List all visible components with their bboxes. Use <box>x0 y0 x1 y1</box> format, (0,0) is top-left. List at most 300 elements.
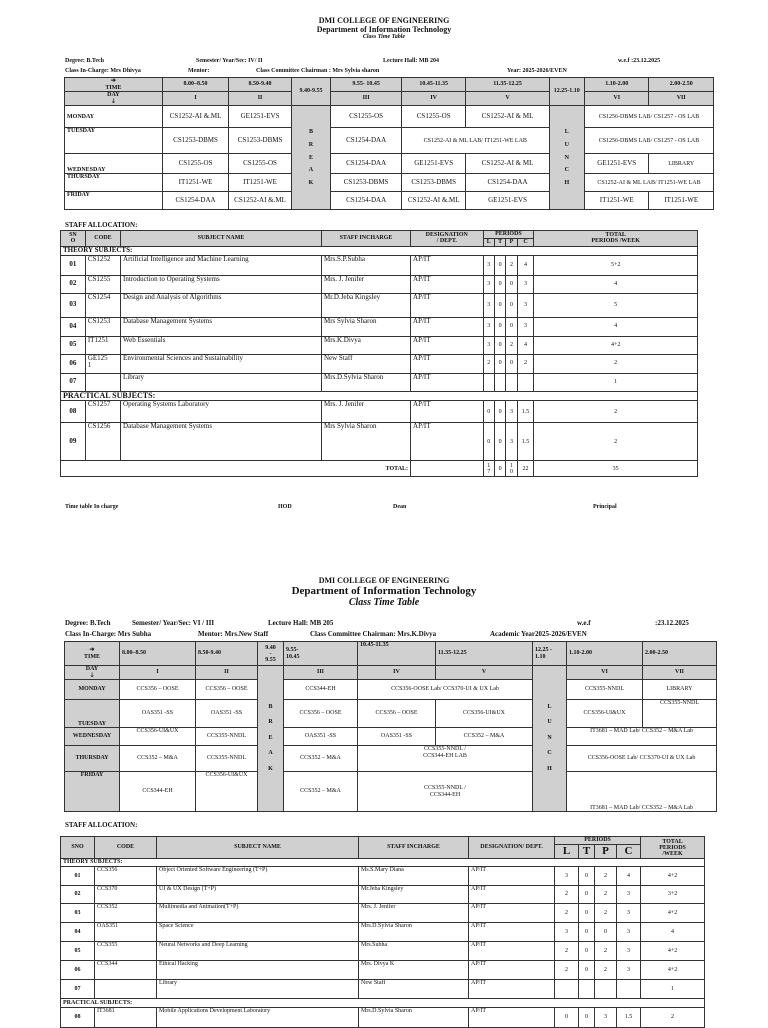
class-cell: CS1253-DBMS <box>162 128 229 154</box>
row-sno: 04 <box>61 317 86 336</box>
class-cell: CCS356 – OOSE <box>120 680 196 700</box>
class-cell: CCS352 – M&A <box>284 746 358 772</box>
col-p: P <box>595 845 617 859</box>
total-t: 0 <box>494 461 505 477</box>
slot: 2.00-2.50 <box>643 642 717 666</box>
row-staff: Mrs.K.Divya <box>321 336 410 354</box>
class-cell: CS1254-DAA <box>331 192 402 210</box>
theory-section-label: THEORY SUBJECTS: <box>61 859 705 867</box>
row-p: 3 <box>595 1008 617 1028</box>
class-cell: CCS356 – OOSE <box>284 700 358 728</box>
row-t: 0 <box>494 255 505 275</box>
class-cell: CS1255-OS <box>331 106 402 128</box>
row-total: 4+2 <box>641 867 705 886</box>
row-l: 3 <box>483 255 494 275</box>
staff-allocation-table-1 <box>60 230 698 477</box>
col-c: C <box>617 845 641 859</box>
class-cell: CCS355-NNDL <box>643 700 717 728</box>
row-p: 3 <box>506 401 517 423</box>
class-cell: CCS352 – M&A <box>120 746 196 772</box>
row-desig: AP/IT <box>469 980 555 999</box>
slot: 8.00–8.50 <box>120 642 196 666</box>
row-p: 2 <box>595 886 617 904</box>
total-p: 1 0 <box>506 461 517 477</box>
staff-row <box>61 423 698 461</box>
class-cell: CS1252-AI & ML LAB/ IT1251-WE LAB <box>401 128 549 154</box>
class-cell: CS1254-DAA <box>162 192 229 210</box>
row-l: 2 <box>555 904 579 923</box>
class-cell: IT1251-WE <box>229 174 291 192</box>
row-desig: AP/IT <box>469 923 555 942</box>
class-cell: CS1252-AI & ML LAB/ IT1251-WE LAB <box>584 174 713 192</box>
class-cell: CS1255-OS <box>401 106 465 128</box>
col-t: T <box>494 239 505 247</box>
row-desig: AP/IT <box>469 867 555 886</box>
row-subject: Introduction to Operating Systems <box>121 275 322 293</box>
row-t: 0 <box>579 961 595 980</box>
row-subject: Multimedia and Animation(T+P) <box>157 904 359 923</box>
row-desig: AP/IT <box>411 317 483 336</box>
class-cell: LIBRARY <box>643 680 717 700</box>
row-code <box>85 373 120 391</box>
row-t: 0 <box>494 275 505 293</box>
class-cell: OAS351 -SS <box>196 700 258 728</box>
row-staff: Mr.D.Jeba Kingsley <box>321 293 410 317</box>
mentor: Mentor: <box>188 68 210 74</box>
wef: w.e.f :23.12.2025 <box>618 58 661 64</box>
college-name: DMI COLLEGE OF ENGINEERING <box>318 576 450 585</box>
class-cell: GE1251-EVS <box>229 106 291 128</box>
period: III <box>284 666 358 680</box>
class-cell: CS1253-DBMS <box>229 128 291 154</box>
row-p: 2 <box>506 255 517 275</box>
period: I <box>162 92 229 106</box>
class-cell: CS1255-OS <box>162 154 229 174</box>
slot: 8.50-9.40 <box>196 642 258 666</box>
col-subject: SUBJECT NAME <box>157 837 359 859</box>
slot: 9.40 - 9.55 <box>258 642 284 666</box>
degree: Degree: B.Tech <box>65 58 104 64</box>
row-t: 0 <box>494 423 505 461</box>
timetable-page-2 <box>0 576 768 608</box>
row-c: 3 <box>617 923 641 942</box>
staff-row <box>61 867 705 886</box>
row-t: 0 <box>494 354 505 373</box>
class-cell: CS1254-DAA <box>331 154 402 174</box>
row-desig: AP/IT <box>411 255 483 275</box>
wef-date: :23.12.2025 <box>655 619 689 627</box>
row-desig: AP/IT <box>469 942 555 961</box>
class-cell: LIBRARY <box>649 154 714 174</box>
class-cell: CS1255-OS <box>229 154 291 174</box>
staff-row <box>61 373 698 391</box>
degree: Degree: B.Tech <box>65 619 111 627</box>
signature-dean: Dean <box>393 504 407 510</box>
class-cell: IT3681 – MAD Lab/ CCS352 – M&A Lab <box>567 728 717 746</box>
row-staff: Mrs.D.Sylvia Sharon <box>359 1008 469 1028</box>
row-sno: 03 <box>61 293 86 317</box>
lunch-column: L U N C H <box>533 666 567 812</box>
row-total: 2 <box>641 1008 705 1028</box>
class-cell: OAS351 -SS <box>284 728 358 746</box>
staff-row <box>61 293 698 317</box>
row-c: 4 <box>517 336 534 354</box>
row-p: 0 <box>595 923 617 942</box>
row-sno: 07 <box>61 373 86 391</box>
staff-allocation-label: STAFF ALLOCATION: <box>65 221 138 229</box>
row-sno: 02 <box>61 275 86 293</box>
row-staff: Ms.S.Mary Diana <box>359 867 469 886</box>
row-p: 2 <box>595 904 617 923</box>
row-desig: AP/IT <box>469 1008 555 1028</box>
row-total: 5+2 <box>534 255 698 275</box>
row-total: 1 <box>534 373 698 391</box>
row-l: 2 <box>555 961 579 980</box>
row-desig: AP/IT <box>411 275 483 293</box>
signature-hod: HOD <box>278 504 292 510</box>
row-total: 4+2 <box>641 961 705 980</box>
row-subject: Database Management Systems <box>121 423 322 461</box>
class-cell: GE1251-EVS <box>466 192 549 210</box>
slot: 8.00–8.50 <box>162 78 229 92</box>
academic-year: Year: 2025-2026/EVEN <box>507 68 567 74</box>
row-staff: Mrs. J. Jenifer <box>321 401 410 423</box>
class-cell: CCS355-NNDL <box>196 728 258 746</box>
committee-chairman: Class Committee Chairman: Mrs.K.Divya <box>310 630 437 638</box>
row-t: 0 <box>579 867 595 886</box>
row-total: 4+2 <box>641 904 705 923</box>
college-name: DMI COLLEGE OF ENGINEERING <box>318 16 450 25</box>
period: III <box>331 92 402 106</box>
class-cell: CCS355-NNDL <box>567 680 643 700</box>
lecture-hall: Lecture Hall: MB 204 <box>383 58 440 64</box>
row-l: 0 <box>483 423 494 461</box>
class-cell: CCS355-NNDL / CCS344-EH LAB <box>358 746 533 772</box>
slot: 9.55- 10.45 <box>284 642 358 666</box>
row-p: 2 <box>595 867 617 886</box>
row-l: 3 <box>555 923 579 942</box>
col-code: CODE <box>85 231 120 247</box>
class-incharge: Class In-Charge: Mrs Dhivya <box>65 68 141 74</box>
row-code: CCS352 <box>95 904 157 923</box>
row-code: CCS356 <box>95 867 157 886</box>
class-cell: OAS351 -SS <box>120 700 196 728</box>
row-sno: 02 <box>61 886 95 904</box>
period: V <box>436 666 533 680</box>
row-total: 2 <box>534 354 698 373</box>
row-total: 4+2 <box>534 336 698 354</box>
row-p <box>595 980 617 999</box>
time-header: ➔ TIME <box>65 642 120 666</box>
class-cell: IT3681 – MAD Lab/ CCS352 – M&A Lab <box>567 772 717 812</box>
class-incharge: Class In-Charge: Mrs Subha <box>65 630 152 638</box>
row-sno: 05 <box>61 336 86 354</box>
class-cell: CS1256-DBMS LAB/ CS1257 - OS LAB <box>584 106 713 128</box>
class-cell: CS1253-DBMS <box>331 174 402 192</box>
class-cell: CCS355-NNDL <box>196 746 258 772</box>
theory-section-label: THEORY SUBJECTS: <box>61 246 698 255</box>
class-cell: CCS352 – M&A <box>284 772 358 812</box>
row-sno: 01 <box>61 867 95 886</box>
timetable-grid-2 <box>64 641 717 812</box>
row-code: CS1252 <box>85 255 120 275</box>
row-t: 0 <box>579 942 595 961</box>
row-total: 3+2 <box>641 886 705 904</box>
row-code: CS1256 <box>85 423 120 461</box>
row-code: CS1254 <box>85 293 120 317</box>
row-code: GE125 1 <box>85 354 120 373</box>
total-c: 22 <box>517 461 534 477</box>
row-l: 2 <box>555 886 579 904</box>
slot: 8.50-9.40 <box>229 78 291 92</box>
row-t <box>579 980 595 999</box>
row-staff: Mrs. Divya K <box>359 961 469 980</box>
col-staff: STAFF INCHARGE <box>359 837 469 859</box>
timetable-page-1 <box>0 16 768 40</box>
row-c: 1.5 <box>517 423 534 461</box>
row-subject: Design and Analysis of Algorithms <box>121 293 322 317</box>
row-desig: AP/IT <box>469 961 555 980</box>
class-cell: CS1254-DAA <box>331 128 402 154</box>
day-label: WEDNESDAY <box>65 728 120 746</box>
class-cell: CS1252-AI & ML <box>466 106 549 128</box>
academic-year: Academic Year2025-2026/EVEN <box>490 630 587 638</box>
staff-row <box>61 886 705 904</box>
col-code: CODE <box>95 837 157 859</box>
row-l <box>555 980 579 999</box>
staff-row <box>61 275 698 293</box>
class-cell: CS1252-AI &.ML <box>162 106 229 128</box>
document-title: Class Time Table <box>348 597 420 608</box>
col-l: L <box>555 845 579 859</box>
staff-row <box>61 336 698 354</box>
staff-allocation-table-2 <box>60 836 705 1028</box>
staff-row <box>61 354 698 373</box>
day-label: FRIDAY <box>65 192 163 210</box>
slot: 1.10-2.00 <box>584 78 648 92</box>
class-cell: CS1256-DBMS LAB/ CS1257 - OS LAB <box>584 128 713 154</box>
lunch-column: L U N C H <box>549 106 584 210</box>
row-sno: 01 <box>61 255 86 275</box>
department-name: Department of Information Technology <box>316 25 452 34</box>
class-cell: CS1252-AI &.ML <box>401 192 465 210</box>
staff-row <box>61 401 698 423</box>
row-code: IT1251 <box>85 336 120 354</box>
row-staff: New Staff <box>359 980 469 999</box>
col-c: C <box>517 239 534 247</box>
row-desig: AP/IT <box>469 886 555 904</box>
class-cell: IT1251-WE <box>584 192 648 210</box>
day-header: DAY 🡓 <box>65 666 120 680</box>
department-name: Department of Information Technology <box>291 585 477 597</box>
row-c: 4 <box>617 867 641 886</box>
row-desig: AP/IT <box>411 336 483 354</box>
row-staff: Mrs. J. Jenifer <box>359 904 469 923</box>
mentor: Mentor: Mrs.New Staff <box>198 630 269 638</box>
semester: Semester/ Year/Sec: IV/ II <box>196 58 263 64</box>
class-cell: CCS356-UI&UX <box>120 728 196 746</box>
row-sno: 04 <box>61 923 95 942</box>
class-cell: CCS356-UI&UX <box>436 700 533 728</box>
row-l: 0 <box>555 1008 579 1028</box>
class-cell: CS1254-DAA <box>466 174 549 192</box>
row-staff: New Staff <box>321 354 410 373</box>
practical-section-label: PRACTICAL SUBJECTS: <box>61 999 705 1008</box>
row-c: 1.5 <box>617 1008 641 1028</box>
row-c: 3 <box>517 293 534 317</box>
semester: Semester/ Year/Sec: VI / III <box>132 619 215 627</box>
class-cell: CCS356 – OOSE <box>358 700 436 728</box>
slot: 10.45-11.35 <box>401 78 465 92</box>
row-l: 3 <box>483 293 494 317</box>
col-sno: SN O <box>61 231 86 247</box>
row-subject: Object Oriented Software Engineering (T+P) <box>157 867 359 886</box>
period: I <box>120 666 196 680</box>
row-total: 4+2 <box>641 942 705 961</box>
row-l: 3 <box>483 317 494 336</box>
row-staff: Mrs.D.Sylvia Sharon <box>321 373 410 391</box>
day-label: THURSDAY <box>65 746 120 772</box>
class-cell: CS1252-AI &.ML <box>229 192 291 210</box>
col-subject: SUBJECT NAME <box>121 231 322 247</box>
class-cell: CCS356 – OOSE <box>196 680 258 700</box>
class-cell: CCS356-UI&UX <box>196 772 258 812</box>
staff-row <box>61 923 705 942</box>
row-sno: 03 <box>61 904 95 923</box>
row-subject: Web Essentials <box>121 336 322 354</box>
col-periods: PERIODS <box>483 231 534 239</box>
day-header: DAY 🡓 <box>65 92 163 106</box>
row-staff: Mrs.D.Sylvia Sharon <box>359 923 469 942</box>
row-code: CCS344 <box>95 961 157 980</box>
total-desig <box>411 461 483 477</box>
class-cell: GE1251-EVS <box>584 154 648 174</box>
lecture-hall: Lecture Hall: MB 205 <box>268 619 334 627</box>
row-c: 3 <box>517 317 534 336</box>
row-p: 0 <box>506 354 517 373</box>
class-cell: CCS355-NNDL / CCS344-EH <box>358 772 533 812</box>
total-label: TOTAL: <box>61 461 411 477</box>
col-sno: SNO <box>61 837 95 859</box>
row-total: 4 <box>534 317 698 336</box>
practical-section-label: PRACTICAL SUBJECTS: <box>61 391 698 401</box>
slot: 1.10-2.00 <box>567 642 643 666</box>
row-subject: Artificial Intelligence and Machine Learning <box>121 255 322 275</box>
signature-timetable-incharge: Time table In charge <box>65 504 119 510</box>
row-desig: AP/IT <box>411 293 483 317</box>
row-staff: Mrs.S.P.Subha <box>321 255 410 275</box>
staff-row <box>61 980 705 999</box>
col-total: TOTAL PERIODS /WEEK <box>534 231 698 247</box>
row-sno: 08 <box>61 1008 95 1028</box>
class-cell: CCS344-EH <box>284 680 358 700</box>
row-c: 1.5 <box>517 401 534 423</box>
class-cell: OAS351 -SS <box>358 728 436 746</box>
row-desig: AP/IT <box>411 373 483 391</box>
slot: 9.40-9.55 <box>291 78 331 106</box>
row-l: 2 <box>555 942 579 961</box>
total-periods: 35 <box>534 461 698 477</box>
row-sno: 07 <box>61 980 95 999</box>
row-subject: Environmental Sciences and Sustainability <box>121 354 322 373</box>
time-header: ➔ TIME <box>65 78 163 92</box>
row-code <box>95 980 157 999</box>
row-subject: Library <box>121 373 322 391</box>
timetable-grid-1 <box>64 77 714 210</box>
col-desig: DESIGNATION / DEPT. <box>411 231 483 247</box>
slot: 9.55- 10.45 <box>331 78 402 92</box>
row-code: CCS370 <box>95 886 157 904</box>
row-subject: UI & UX Design (T+P) <box>157 886 359 904</box>
staff-row <box>61 317 698 336</box>
row-l: 3 <box>483 336 494 354</box>
class-cell: CS1252-AI & ML <box>466 154 549 174</box>
row-total: 5 <box>534 293 698 317</box>
row-l: 2 <box>483 354 494 373</box>
row-desig: AP/IT <box>469 904 555 923</box>
wef: w.e.f <box>577 619 591 627</box>
row-t: 0 <box>494 317 505 336</box>
col-periods: PERIODS <box>555 837 641 845</box>
row-subject: Database Management Systems <box>121 317 322 336</box>
row-c: 4 <box>517 255 534 275</box>
row-total: 4 <box>534 275 698 293</box>
row-p: 3 <box>506 423 517 461</box>
row-sno: 06 <box>61 961 95 980</box>
class-cell: CCS356-OOSE Lab/ CCS370-UI & UX Lab <box>567 746 717 772</box>
period: IV <box>401 92 465 106</box>
slot: 11.35-12.25 <box>436 642 533 666</box>
row-code: CCS355 <box>95 942 157 961</box>
period: VII <box>649 92 714 106</box>
col-t: T <box>579 845 595 859</box>
row-code: CS1255 <box>85 275 120 293</box>
row-desig: AP/IT <box>411 354 483 373</box>
row-subject: Ethical Hacking <box>157 961 359 980</box>
row-l: 3 <box>483 275 494 293</box>
signature-principal: Principal <box>593 504 617 510</box>
row-staff: Mrs. J. Jenifer <box>321 275 410 293</box>
row-t: 0 <box>579 923 595 942</box>
row-c: 2 <box>517 354 534 373</box>
row-p: 0 <box>506 317 517 336</box>
slot: 12.25 - 1.10 <box>533 642 567 666</box>
row-total: 2 <box>534 423 698 461</box>
row-staff: Mrs Sylvia Sharon <box>321 423 410 461</box>
row-p: 2 <box>595 961 617 980</box>
staff-row <box>61 904 705 923</box>
day-label: THURSDAY <box>65 174 163 192</box>
break-column: B R E A K <box>291 106 331 210</box>
row-subject: Space Science <box>157 923 359 942</box>
staff-row <box>61 942 705 961</box>
row-t: 0 <box>494 336 505 354</box>
row-total: 4 <box>641 923 705 942</box>
col-desig: DESIGNATION/ DEPT. <box>469 837 555 859</box>
row-total: 1 <box>641 980 705 999</box>
class-cell: CCS352 – M&A <box>436 728 533 746</box>
row-code: IT3681 <box>95 1008 157 1028</box>
row-p: 2 <box>506 336 517 354</box>
row-subject: Neural Networks and Deep Learning <box>157 942 359 961</box>
row-sno: 08 <box>61 401 86 423</box>
row-subject: Library <box>157 980 359 999</box>
class-cell: CCS344-EH <box>120 772 196 812</box>
row-t: 0 <box>494 293 505 317</box>
row-c: 3 <box>617 886 641 904</box>
slot: 11.35-12.25 <box>466 78 549 92</box>
row-code: OAS351 <box>95 923 157 942</box>
